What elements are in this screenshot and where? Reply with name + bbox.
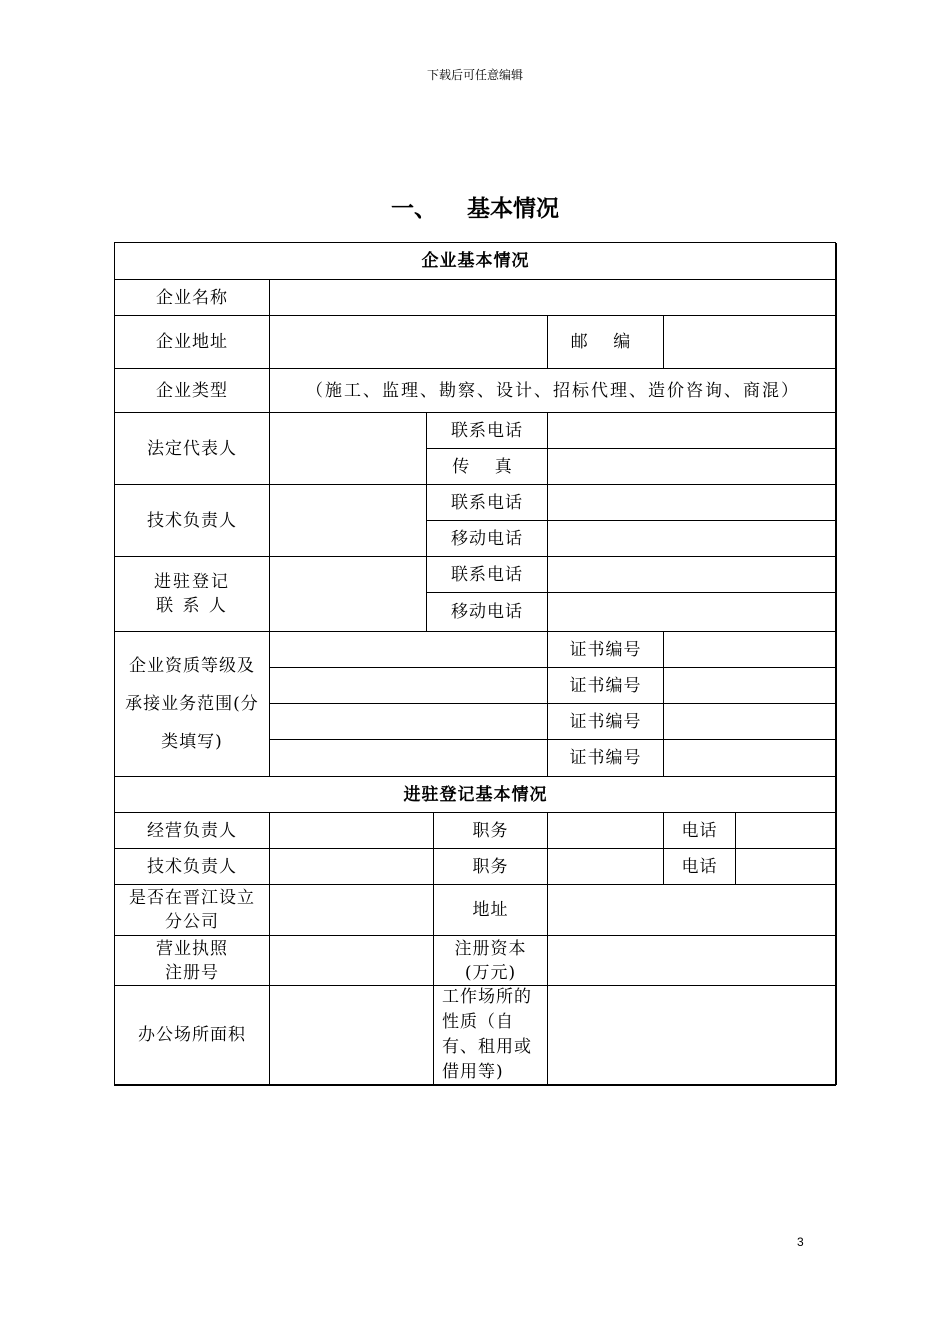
certificate-no-label-3: 证书编号 (548, 704, 664, 740)
tech-lead-label: 技术负责人 (115, 485, 270, 557)
qualification-label: 企业资质等级及承接业务范围(分类填写) (115, 632, 270, 777)
certificate-no-field-2[interactable] (664, 668, 837, 704)
license-field[interactable] (270, 936, 434, 986)
s2-tech-lead-phone-label: 电话 (664, 849, 736, 885)
company-type-options[interactable]: （施工、监理、勘察、设计、招标代理、造价咨询、商混） (270, 369, 837, 413)
capital-label: 注册资本(万元) (434, 936, 548, 986)
capital-field[interactable] (548, 936, 837, 986)
registration-contact-phone-field[interactable] (548, 557, 837, 593)
company-name-label: 企业名称 (115, 280, 270, 316)
s2-tech-lead-label: 技术负责人 (115, 849, 270, 885)
registration-contact-field[interactable] (270, 557, 427, 632)
tech-lead-mobile-label: 移动电话 (427, 521, 548, 557)
company-address-label: 企业地址 (115, 316, 270, 369)
postcode-field[interactable] (664, 316, 837, 369)
company-type-label: 企业类型 (115, 369, 270, 413)
section2-title: 进驻登记基本情况 (115, 777, 837, 813)
legal-rep-fax-label: 传 真 (427, 449, 548, 485)
registration-contact-phone-label: 联系电话 (427, 557, 548, 593)
business-lead-phone-field[interactable] (736, 813, 837, 849)
postcode-label: 邮 编 (548, 316, 664, 369)
s2-tech-lead-position-field[interactable] (548, 849, 664, 885)
legal-rep-label: 法定代表人 (115, 413, 270, 485)
title-text: 基本情况 (467, 196, 559, 222)
tech-lead-field[interactable] (270, 485, 427, 557)
page-number: 3 (797, 1235, 804, 1249)
workplace-nature-label: 工作场所的性质（自有、租用或借用等) (434, 986, 548, 1085)
office-area-field[interactable] (270, 986, 434, 1085)
registration-form-table (114, 242, 836, 1086)
business-lead-field[interactable] (270, 813, 434, 849)
s2-tech-lead-phone-field[interactable] (736, 849, 837, 885)
branch-field[interactable] (270, 885, 434, 936)
tech-lead-mobile-field[interactable] (548, 521, 837, 557)
certificate-no-label-4: 证书编号 (548, 740, 664, 777)
certificate-no-label-2: 证书编号 (548, 668, 664, 704)
certificate-no-field-1[interactable] (664, 632, 837, 668)
title-number: 一、 (391, 196, 437, 222)
branch-address-field[interactable] (548, 885, 837, 936)
workplace-nature-field[interactable] (548, 986, 837, 1085)
section1-title: 企业基本情况 (115, 243, 837, 280)
qualification-field-1[interactable] (270, 632, 548, 668)
business-lead-position-field[interactable] (548, 813, 664, 849)
business-lead-label: 经营负责人 (115, 813, 270, 849)
company-address-field[interactable] (270, 316, 548, 369)
s2-tech-lead-position-label: 职务 (434, 849, 548, 885)
license-label: 营业执照 注册号 (115, 936, 270, 986)
branch-label: 是否在晋江设立分公司 (115, 885, 270, 936)
certificate-no-field-3[interactable] (664, 704, 837, 740)
certificate-no-field-4[interactable] (664, 740, 837, 777)
legal-rep-field[interactable] (270, 413, 427, 485)
qualification-field-4[interactable] (270, 740, 548, 777)
legal-rep-contact-phone-field[interactable] (548, 413, 837, 449)
qualification-field-3[interactable] (270, 704, 548, 740)
branch-address-label: 地址 (434, 885, 548, 936)
business-lead-phone-label: 电话 (664, 813, 736, 849)
page-title (0, 190, 950, 223)
tech-lead-contact-phone-field[interactable] (548, 485, 837, 521)
legal-rep-fax-field[interactable] (548, 449, 837, 485)
s2-tech-lead-field[interactable] (270, 849, 434, 885)
certificate-no-label-1: 证书编号 (548, 632, 664, 668)
business-lead-position-label: 职务 (434, 813, 548, 849)
registration-contact-label: 进驻登记 联 系 人 (115, 557, 270, 632)
tech-lead-contact-phone-label: 联系电话 (427, 485, 548, 521)
company-name-field[interactable] (270, 280, 837, 316)
qualification-field-2[interactable] (270, 668, 548, 704)
office-area-label: 办公场所面积 (115, 986, 270, 1085)
registration-contact-mobile-label: 移动电话 (427, 593, 548, 632)
header-note: 下载后可任意编辑 (426, 68, 523, 82)
registration-contact-mobile-field[interactable] (548, 593, 837, 632)
legal-rep-contact-phone-label: 联系电话 (427, 413, 548, 449)
